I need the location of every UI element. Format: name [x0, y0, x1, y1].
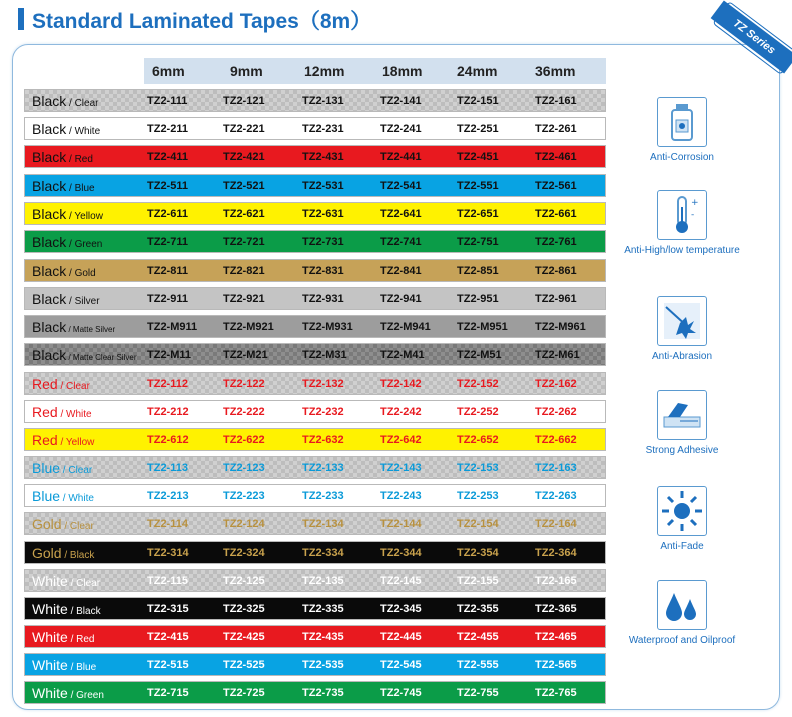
tape-model-code: TZ2-931: [302, 293, 344, 305]
bottle-icon: [657, 97, 707, 147]
text-color-name: Black: [32, 178, 67, 194]
tape-model-code: TZ2-364: [535, 547, 577, 559]
tape-row: [24, 315, 606, 338]
tape-color-label: [32, 146, 93, 168]
tape-model-code: TZ2-831: [302, 265, 344, 277]
tape-model-code: TZ2-131: [302, 95, 344, 107]
tape-color-name: / Yellow: [57, 437, 95, 448]
tape-model-code: TZ2-745: [380, 687, 422, 699]
tape-model-code: TZ2-152: [457, 378, 499, 390]
tape-model-code: TZ2-163: [535, 462, 577, 474]
tape-model-code: TZ2-911: [147, 293, 188, 305]
size-header-cell: 18mm: [382, 63, 423, 79]
tape-model-code: TZ2-435: [302, 631, 344, 643]
tape-color-label: [32, 316, 115, 338]
tape-model-code: TZ2-251: [457, 123, 499, 135]
tape-row: [24, 343, 606, 366]
feature-item: [622, 390, 742, 457]
text-color-name: Black: [32, 206, 67, 222]
tape-model-code: TZ2-611: [147, 208, 188, 220]
tape-row: [24, 456, 606, 479]
tape-color-name: / Clear: [67, 578, 101, 589]
tape-model-code: TZ2-761: [535, 236, 577, 248]
tape-model-code: TZ2-122: [223, 378, 265, 390]
title-accent-bar: [18, 8, 24, 30]
tape-model-code: TZ2-223: [223, 490, 265, 502]
tape-model-code: TZ2-132: [302, 378, 344, 390]
peel-icon: [657, 390, 707, 440]
tape-model-code: TZ2-811: [147, 265, 188, 277]
tape-model-code: TZ2-525: [223, 659, 265, 671]
tape-row: [24, 625, 606, 648]
text-color-name: Black: [32, 347, 67, 363]
tape-color-name: / Silver: [66, 296, 100, 307]
tape-row: [24, 569, 606, 592]
tape-model-code: TZ2-515: [147, 659, 189, 671]
tape-color-label: [32, 203, 103, 225]
tape-model-code: TZ2-M61: [535, 349, 580, 361]
tape-model-code: TZ2-751: [457, 236, 499, 248]
tape-color-label: [32, 344, 136, 366]
tape-model-code: TZ2-511: [147, 180, 188, 192]
tape-model-code: TZ2-222: [223, 406, 265, 418]
feature-item: [622, 580, 742, 647]
text-color-name: Red: [32, 432, 58, 448]
tape-row: [24, 145, 606, 168]
tape-model-code: TZ2-415: [147, 631, 189, 643]
tape-model-code: TZ2-263: [535, 490, 577, 502]
tape-color-label: [32, 626, 94, 648]
tape-model-code: TZ2-345: [380, 603, 422, 615]
feature-label: Strong Adhesive: [645, 445, 719, 456]
tape-model-code: TZ2-421: [223, 151, 265, 163]
tape-color-name: / Green: [66, 239, 103, 250]
tape-model-code: TZ2-144: [380, 518, 422, 530]
tape-row: [24, 653, 606, 676]
tape-model-code: TZ2-755: [457, 687, 499, 699]
tape-row: [24, 202, 606, 225]
tape-color-label: [32, 485, 94, 507]
tape-row: [24, 541, 606, 564]
tape-color-name: / Blue: [66, 183, 95, 194]
tape-color-label: [32, 90, 98, 112]
tape-color-name: / Clear: [60, 465, 93, 476]
tape-model-code: TZ2-125: [223, 575, 265, 587]
tape-model-code: TZ2-721: [223, 236, 265, 248]
tape-model-code: TZ2-651: [457, 208, 499, 220]
tape-color-label: [32, 542, 94, 564]
tape-model-code: TZ2-M51: [457, 349, 502, 361]
size-header-cell: 9mm: [230, 63, 263, 79]
tape-color-label: [32, 682, 104, 704]
tape-model-code: TZ2-355: [457, 603, 499, 615]
tape-model-code: TZ2-565: [535, 659, 577, 671]
svg-text:+: +: [691, 198, 699, 208]
text-color-name: Black: [32, 319, 67, 335]
tape-model-code: TZ2-213: [147, 490, 189, 502]
tape-model-code: TZ2-162: [535, 378, 577, 390]
text-color-name: Black: [32, 234, 67, 250]
tape-row: [24, 287, 606, 310]
text-color-name: White: [32, 657, 68, 673]
tape-row: [24, 512, 606, 535]
tape-model-code: TZ2-135: [302, 575, 344, 587]
tape-model-code: TZ2-541: [380, 180, 422, 192]
tape-model-code: TZ2-344: [380, 547, 422, 559]
tape-color-name: / Black: [61, 550, 95, 561]
tape-model-code: TZ2-441: [380, 151, 422, 163]
text-color-name: Red: [32, 376, 58, 392]
tape-model-code: TZ2-841: [380, 265, 422, 277]
tape-model-code: TZ2-531: [302, 180, 344, 192]
tape-color-label: [32, 570, 100, 592]
tape-model-code: TZ2-123: [223, 462, 265, 474]
text-color-name: Black: [32, 93, 67, 109]
tape-model-code: TZ2-211: [147, 123, 188, 135]
size-header: [144, 58, 606, 84]
sun-icon: [657, 486, 707, 536]
scratch-icon: [657, 296, 707, 346]
tape-model-code: TZ2-133: [302, 462, 344, 474]
tape-model-code: TZ2-642: [380, 434, 422, 446]
tape-color-label: [32, 288, 100, 310]
tape-model-code: TZ2-411: [147, 151, 188, 163]
tape-model-code: TZ2-315: [147, 603, 189, 615]
tape-row: [24, 230, 606, 253]
tape-model-code: TZ2-112: [147, 378, 188, 390]
text-color-name: Black: [32, 121, 67, 137]
tape-model-code: TZ2-612: [147, 434, 189, 446]
tape-model-code: TZ2-142: [380, 378, 422, 390]
text-color-name: Red: [32, 404, 58, 420]
tape-model-code: TZ2-151: [457, 95, 499, 107]
tape-model-code: TZ2-212: [147, 406, 189, 418]
tape-model-code: TZ2-365: [535, 603, 577, 615]
tape-model-code: TZ2-445: [380, 631, 422, 643]
tape-model-code: TZ2-124: [223, 518, 265, 530]
tape-color-label: [32, 118, 100, 140]
tape-model-code: TZ2-735: [302, 687, 344, 699]
tape-model-code: TZ2-431: [302, 151, 344, 163]
tape-model-code: TZ2-641: [380, 208, 422, 220]
tape-model-code: TZ2-941: [380, 293, 422, 305]
tape-color-label: [32, 598, 101, 620]
tape-model-code: TZ2-M941: [380, 321, 431, 333]
tape-model-code: TZ2-134: [302, 518, 344, 530]
tape-model-code: TZ2-631: [302, 208, 344, 220]
tape-model-code: TZ2-153: [457, 462, 499, 474]
tape-model-code: TZ2-455: [457, 631, 499, 643]
tape-model-code: TZ2-465: [535, 631, 577, 643]
tape-model-code: TZ2-252: [457, 406, 499, 418]
tape-model-code: TZ2-145: [380, 575, 422, 587]
text-color-name: Blue: [32, 460, 61, 476]
tape-model-code: TZ2-111: [147, 95, 188, 107]
tape-model-code: TZ2-231: [302, 123, 344, 135]
tape-row: [24, 259, 606, 282]
tape-model-code: TZ2-M961: [535, 321, 586, 333]
tape-model-code: TZ2-253: [457, 490, 499, 502]
tape-model-code: TZ2-221: [223, 123, 265, 135]
tape-model-code: TZ2-143: [380, 462, 422, 474]
tape-model-code: TZ2-425: [223, 631, 265, 643]
text-color-name: Black: [32, 263, 67, 279]
text-color-name: Black: [32, 149, 67, 165]
tape-model-code: TZ2-715: [147, 687, 189, 699]
tape-color-name: / Blue: [67, 662, 97, 673]
tape-model-code: TZ2-233: [302, 490, 344, 502]
tape-model-code: TZ2-232: [302, 406, 344, 418]
tape-model-code: TZ2-M921: [223, 321, 274, 333]
tape-row: [24, 89, 606, 112]
tape-color-name: / Green: [67, 690, 104, 701]
tape-model-code: TZ2-961: [535, 293, 577, 305]
tape-color-name: / Clear: [66, 98, 99, 109]
tape-model-code: TZ2-121: [223, 95, 265, 107]
tape-model-code: TZ2-M931: [302, 321, 353, 333]
tape-color-name: / Matte Clear Silver: [66, 353, 137, 362]
tape-model-code: TZ2-243: [380, 490, 422, 502]
tape-model-code: TZ2-154: [457, 518, 499, 530]
tape-model-code: TZ2-M11: [147, 349, 192, 361]
thermometer-icon: [657, 190, 707, 240]
feature-label: Anti-Fade: [660, 541, 704, 552]
tape-color-label: [32, 457, 92, 479]
text-color-name: White: [32, 629, 68, 645]
tape-model-code: TZ2-551: [457, 180, 499, 192]
tape-color-name: / Clear: [57, 381, 90, 392]
tape-model-code: TZ2-725: [223, 687, 265, 699]
tape-row: [24, 372, 606, 395]
tape-color-name: / Red: [67, 634, 95, 645]
feature-item: [622, 296, 742, 363]
tape-model-code: TZ2-324: [223, 547, 265, 559]
text-color-name: Gold: [32, 516, 62, 532]
tape-color-label: [32, 513, 94, 535]
tape-model-code: TZ2-161: [535, 95, 577, 107]
tape-model-code: TZ2-261: [535, 123, 577, 135]
tape-row: [24, 117, 606, 140]
tape-row: [24, 597, 606, 620]
tape-color-label: [32, 231, 102, 253]
tape-model-code: TZ2-632: [302, 434, 344, 446]
tape-model-code: TZ2-921: [223, 293, 265, 305]
tape-row: [24, 428, 606, 451]
tape-row: [24, 400, 606, 423]
tape-model-code: TZ2-951: [457, 293, 499, 305]
tape-model-code: TZ2-165: [535, 575, 577, 587]
tape-model-code: TZ2-141: [380, 95, 422, 107]
tape-model-code: TZ2-335: [302, 603, 344, 615]
tape-model-code: TZ2-521: [223, 180, 265, 192]
tape-model-code: TZ2-M41: [380, 349, 425, 361]
tape-color-name: / Clear: [61, 521, 94, 532]
text-color-name: White: [32, 685, 68, 701]
feature-label: Anti-Corrosion: [650, 152, 714, 163]
tape-model-code: TZ2-711: [147, 236, 188, 248]
tape-model-code: TZ2-114: [147, 518, 188, 530]
tape-model-code: TZ2-115: [147, 575, 188, 587]
svg-text:-: -: [691, 210, 695, 220]
size-header-cell: 36mm: [535, 63, 576, 79]
tape-model-code: TZ2-242: [380, 406, 422, 418]
feature-item: [622, 486, 742, 553]
feature-label: Anti-Abrasion: [651, 351, 713, 362]
tape-color-label: [32, 654, 96, 676]
tape-model-code: TZ2-731: [302, 236, 344, 248]
tape-model-code: TZ2-M951: [457, 321, 508, 333]
tape-model-code: TZ2-451: [457, 151, 499, 163]
tape-model-code: TZ2-765: [535, 687, 577, 699]
tape-model-code: TZ2-314: [147, 547, 189, 559]
tape-model-code: TZ2-155: [457, 575, 499, 587]
tape-model-code: TZ2-661: [535, 208, 577, 220]
text-color-name: Blue: [32, 488, 61, 504]
tape-model-code: TZ2-113: [147, 462, 188, 474]
feature-item: [622, 190, 742, 257]
tape-model-code: TZ2-334: [302, 547, 344, 559]
tape-model-code: TZ2-535: [302, 659, 344, 671]
tape-model-code: TZ2-662: [535, 434, 577, 446]
size-header-cell: 6mm: [152, 63, 185, 79]
text-color-name: White: [32, 573, 68, 589]
tape-model-code: TZ2-652: [457, 434, 499, 446]
drops-icon: [657, 580, 707, 630]
tape-color-label: [32, 260, 96, 282]
tape-color-name: / Yellow: [66, 211, 103, 222]
tape-model-code: TZ2-821: [223, 265, 265, 277]
feature-label: Waterproof and Oilproof: [628, 635, 736, 646]
size-header-cell: 24mm: [457, 63, 498, 79]
tape-model-code: TZ2-622: [223, 434, 265, 446]
tape-color-label: [32, 401, 92, 423]
tape-model-code: TZ2-241: [380, 123, 422, 135]
tape-model-code: TZ2-325: [223, 603, 265, 615]
size-header-cell: 12mm: [304, 63, 345, 79]
tape-model-code: TZ2-741: [380, 236, 422, 248]
tape-model-code: TZ2-561: [535, 180, 577, 192]
tape-model-code: TZ2-354: [457, 547, 499, 559]
tape-color-label: [32, 373, 90, 395]
tape-model-code: TZ2-861: [535, 265, 577, 277]
tape-color-name: / White: [60, 493, 94, 504]
tape-model-code: TZ2-545: [380, 659, 422, 671]
tape-color-label: [32, 429, 94, 451]
tape-model-code: TZ2-262: [535, 406, 577, 418]
page-title: Standard Laminated Tapes（8m）: [32, 10, 372, 33]
tape-model-code: TZ2-M31: [302, 349, 347, 361]
tape-color-name: / Matte Silver: [66, 325, 116, 334]
tape-row: [24, 681, 606, 704]
tape-color-label: [32, 175, 95, 197]
text-color-name: Black: [32, 291, 67, 307]
series-badge: TZ Series: [711, 1, 792, 74]
tape-color-name: / White: [66, 126, 101, 137]
tape-color-name: / Red: [66, 154, 93, 165]
text-color-name: Gold: [32, 545, 62, 561]
tape-row: [24, 484, 606, 507]
feature-item: [622, 97, 742, 164]
tape-model-code: TZ2-851: [457, 265, 499, 277]
tape-row: [24, 174, 606, 197]
feature-label: Anti-High/low temperature: [624, 245, 740, 256]
tape-model-code: TZ2-555: [457, 659, 499, 671]
tape-model-code: TZ2-M911: [147, 321, 198, 333]
tape-color-name: / Black: [67, 606, 101, 617]
text-color-name: White: [32, 601, 68, 617]
tape-model-code: TZ2-M21: [223, 349, 268, 361]
tape-color-name: / White: [57, 409, 92, 420]
tape-color-name: / Gold: [66, 268, 96, 279]
tape-model-code: TZ2-461: [535, 151, 577, 163]
tape-model-code: TZ2-164: [535, 518, 577, 530]
tape-model-code: TZ2-621: [223, 208, 265, 220]
